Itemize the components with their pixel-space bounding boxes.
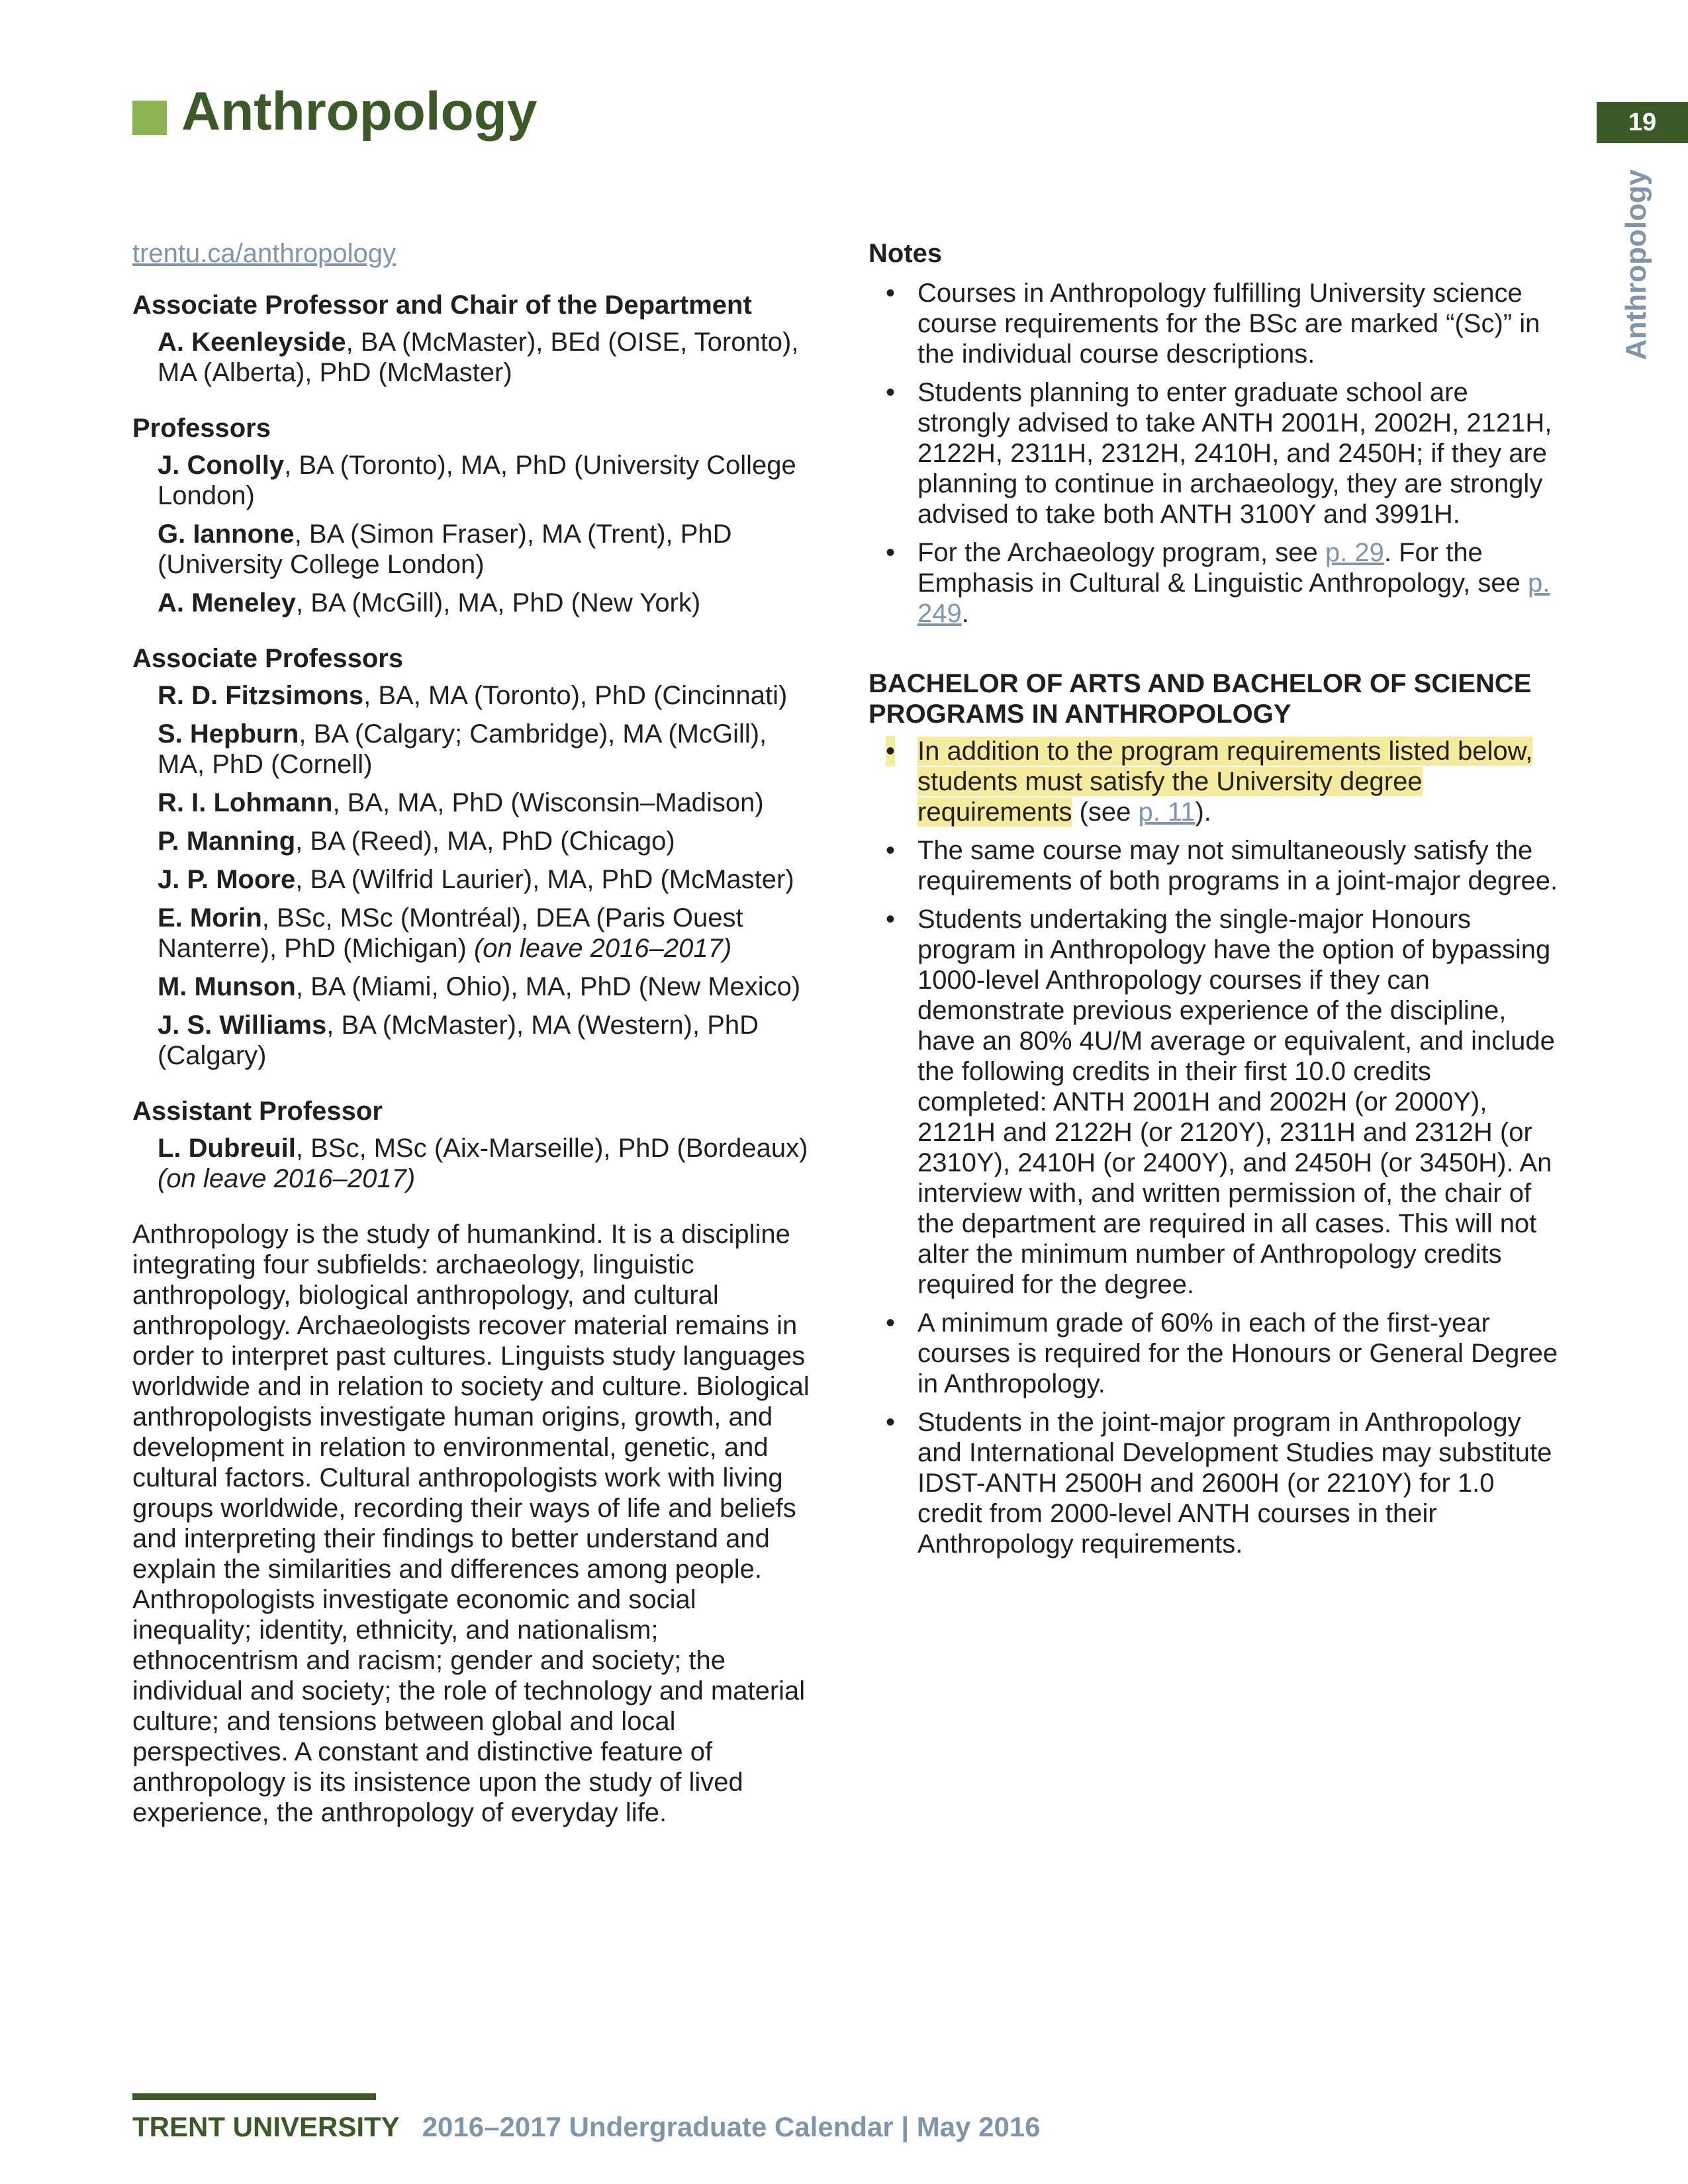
faculty-credentials: , BA (McMaster), MA (Western), PhD (Calgary) — [158, 1011, 759, 1070]
bullet-icon: • — [886, 1408, 896, 1437]
faculty-section-heading: Associate Professor and Chair of the Department — [132, 291, 752, 320]
faculty-entry — [158, 788, 821, 818]
faculty-entry — [158, 519, 821, 580]
programs-heading: BACHELOR OF ARTS AND BACHELOR OF SCIENCE PROGRAMS IN ANTHROPOLOGY — [868, 669, 1532, 729]
faculty-name: M. Munson — [158, 972, 296, 1001]
faculty-section-heading: Assistant Professor — [132, 1097, 383, 1126]
faculty-entry — [158, 972, 821, 1002]
list-item: • A minimum grade of 60% in each of the first-year courses is required for the Honours or General Degree in Anthropology. — [886, 1308, 1558, 1398]
faculty-credentials: , BA (Simon Fraser), MA (Trent), PhD (University College London) — [158, 520, 732, 579]
faculty-name: E. Morin — [158, 903, 262, 933]
faculty-credentials: , BSc, MSc (Montréal), DEA (Paris Ouest Nanterre), PhD (Michigan) — [158, 903, 743, 963]
faculty-entry — [158, 719, 821, 780]
bullet-icon: • — [886, 378, 896, 407]
faculty-name: J. P. Moore — [158, 865, 296, 894]
faculty-credentials: , BA (Calgary; Cambridge), MA (McGill), MA, PhD (Cornell) — [158, 719, 767, 779]
list-item: • Courses in Anthropology fulfilling University science course requirements for the BSc are marked “(Sc)” in the individual course descriptions. — [886, 279, 1540, 369]
faculty-name: S. Hepburn — [158, 719, 299, 749]
list-item: • Students undertaking the single-major Honours program in Anthropology have the option of bypassing 1000-level Anthropology courses if they can demonstrate previous experience of the discipline, have an 80% 4U/M average or equivalent, and include the following credits in their first 10.0 credits completed: ANTH 2001H and 2002H (or 2000Y), 2121H and 2122H (or 2120Y), 2311H and 2312H (or 2310Y), 2410H (or 2400Y), and 2450H (or 3450H). An interview with, and written permission of, the chair of the department are required in all cases. This will not alter the minimum number of Anthropology credits required for the degree. — [886, 905, 1555, 1299]
right-column — [868, 238, 1564, 1567]
programs-list — [868, 736, 1564, 1559]
bullet-icon: • — [886, 905, 896, 934]
faculty-name: J. Conolly — [158, 451, 285, 480]
faculty-entry — [158, 864, 821, 895]
bullet-icon: • — [886, 1308, 896, 1338]
faculty-credentials: , BA (McMaster), BEd (OISE, Toronto), MA (Alberta), PhD (McMaster) — [158, 328, 799, 387]
faculty-name: A. Keenleyside — [158, 328, 346, 357]
faculty-entry — [158, 680, 821, 711]
faculty-credentials: , BA (Reed), MA, PhD (Chicago) — [295, 827, 675, 856]
faculty-name: A. Meneley — [158, 588, 296, 617]
list-item: • Students in the joint-major program in Anthropology and International Development Studies may substitute IDST-ANTH 2500H and 2600H (or 2210Y) for 1.0 credit from 2000-level ANTH courses in their Anthropology requirements. — [886, 1408, 1552, 1559]
faculty-name: L. Dubreuil — [158, 1134, 296, 1163]
footer-university: TRENT UNIVERSITY — [132, 2111, 400, 2142]
notes-heading: Notes — [868, 239, 943, 268]
faculty-credentials: , BA, MA, PhD (Wisconsin–Madison) — [332, 788, 764, 817]
list-item: • Students planning to enter graduate school are strongly advised to take ANTH 2001H, 2002H, 2121H, 2122H, 2311H, 2312H, 2410H, and 2450H; if they are planning to continue in archaeology, they are strongly advised to take both ANTH 3100Y and 3991H. — [886, 378, 1552, 529]
bullet-icon: • — [886, 538, 896, 567]
list-item: • In addition to the program requirements listed below, students must satisfy the University degree requirements (see p. 11). — [886, 737, 1533, 827]
footer — [132, 2111, 1041, 2143]
list-item: • For the Archaeology program, see p. 29. For the Emphasis in Cultural & Linguistic Anthropology, see p. 249. — [886, 538, 1550, 628]
emphasis-page-link[interactable]: p. 249 — [917, 569, 1550, 628]
faculty-credentials: , BSc, MSc (Aix-Marseille), PhD (Bordeaux) — [295, 1134, 808, 1163]
faculty-section-heading: Associate Professors — [132, 644, 404, 673]
faculty-name: J. S. Williams — [158, 1011, 327, 1040]
page-number: 19 — [1597, 102, 1688, 143]
faculty-credentials: , BA (Toronto), MA, PhD (University College London) — [158, 451, 796, 510]
faculty-credentials: , BA (Miami, Ohio), MA, PhD (New Mexico) — [295, 972, 801, 1001]
highlighted-text: In addition to the program requirements listed below, students must satisfy the University degree requirements — [917, 737, 1533, 827]
bullet-icon: • — [886, 737, 896, 766]
bullet-icon: • — [886, 836, 896, 865]
faculty-entry — [158, 1010, 821, 1071]
faculty-name: G. Iannone — [158, 520, 295, 549]
department-description: Anthropology is the study of humankind. It is a discipline integrating four subfields: archaeology, linguistic anthropology, biological anthropology, and cultural anthropology. Archaeologists recover material remains in order to interpret past cultures. Linguists study languages worldwide and in relation to society and culture. Biological anthropologists investigate human origins, growth, and development in relation to environmental, genetic, and cultural factors. Cultural anthropologists work with living groups worldwide, recording their ways of life and beliefs and interpreting their findings to better understand and explain the similarities and differences among people. Anthropologists investigate economic and social inequality; identity, ethnicity, and nationalism; ethnocentrism and racism; gender and society; the individual and society; the role of technology and material culture; and tensions between global and local perspectives. A constant and distinctive feature of anthropology is its insistence upon the study of lived experience, the anthropology of everyday life. — [132, 1220, 810, 1827]
page-title: Anthropology — [181, 81, 538, 142]
left-column — [132, 238, 821, 1828]
leave-note: (on leave 2016–2017) — [158, 1164, 416, 1193]
degree-requirements-page-link[interactable]: p. 11 — [1138, 797, 1196, 827]
leave-note: (on leave 2016–2017) — [473, 934, 732, 963]
faculty-credentials: , BA (McGill), MA, PhD (New York) — [295, 588, 701, 617]
archaeology-page-link[interactable]: p. 29 — [1325, 538, 1384, 567]
bullet-icon: • — [886, 279, 896, 308]
title-square-marker — [132, 101, 167, 135]
footer-rule — [132, 2093, 376, 2100]
notes-list — [868, 278, 1564, 629]
faculty-credentials: , BA (Wilfrid Laurier), MA, PhD (McMaster) — [295, 865, 794, 894]
faculty-name: R. I. Lohmann — [158, 788, 333, 817]
side-tab-label: Anthropology — [1620, 169, 1652, 361]
faculty-entry — [158, 826, 821, 856]
department-url-link[interactable]: trentu.ca/anthropology — [132, 239, 397, 268]
faculty-section-heading: Professors — [132, 414, 271, 443]
faculty-entry — [158, 1133, 821, 1194]
faculty-entry — [158, 327, 821, 388]
faculty-list — [132, 290, 821, 1219]
side-tab — [1613, 169, 1660, 361]
faculty-entry — [158, 903, 821, 964]
list-item: • The same course may not simultaneously satisfy the requirements of both programs in a joint-major degree. — [886, 836, 1558, 895]
faculty-name: R. D. Fitzsimons — [158, 681, 364, 710]
faculty-credentials: , BA, MA (Toronto), PhD (Cincinnati) — [363, 681, 788, 710]
faculty-entry — [158, 588, 821, 618]
faculty-entry — [158, 450, 821, 511]
footer-calendar: 2016–2017 Undergraduate Calendar | May 2016 — [422, 2111, 1041, 2142]
faculty-name: P. Manning — [158, 827, 296, 856]
